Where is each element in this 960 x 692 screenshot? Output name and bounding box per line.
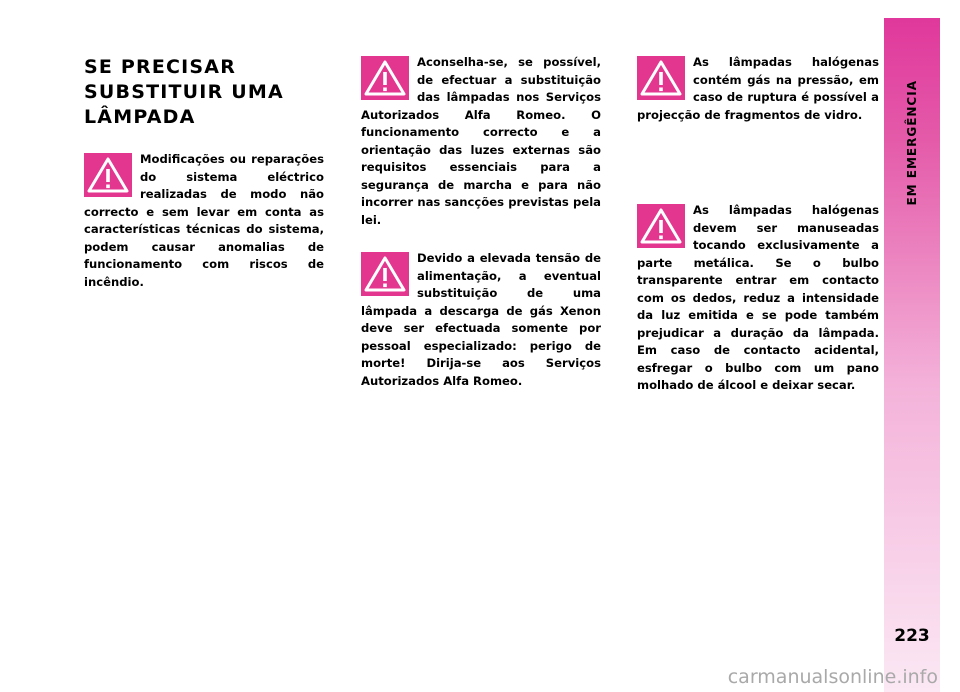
note-text: As lâmpadas halógenas devem ser manuseadas tocando exclusivamente a parte metálica. Se o bulbo transparente entrar em contacto com os dedos, reduz a intensidade da luz emitida e se pode também prejudicar a duração da lâmpada. Em caso de contacto acidental, esfregar o bulbo com um pano molhado de álcool e deixar secar. (637, 203, 879, 392)
section-label (884, 18, 940, 218)
section-sidebar (884, 18, 940, 692)
note-text: Modificações ou reparações do sistema eléctrico realizadas de modo não correcto e sem levar em conta as características técnicas do sistema, podem causar anomalias de funcionamento com riscos de incêndio. (84, 152, 324, 289)
watermark: carmanualsonline.info (727, 666, 938, 688)
section-title: EM EMERGÊNCIA (905, 80, 919, 206)
note-text: As lâmpadas halógenas contém gás na pressão, em caso de ruptura é possível a projecção de fragmentos de vidro. (637, 55, 879, 122)
page-number: 223 (894, 626, 930, 646)
warning-note-1 (84, 151, 324, 291)
page-title: SE PRECISAR SUBSTITUIR UMA LÂMPADA (84, 56, 284, 128)
note-text: Aconselha-se, se possível, de efectuar a substituição das lâmpadas nos Serviços Autorizados Alfa Romeo. O funcionamento correcto e a orientação das luzes externas são requisitos essenciais para a segurança de marcha e para não incorrer nas sancções previstas pela lei. (361, 55, 601, 227)
warning-note-3 (361, 250, 601, 390)
warning-triangle-icon (84, 153, 132, 197)
warning-note-4 (637, 54, 879, 124)
warning-note-2 (361, 54, 601, 229)
warning-triangle-icon (361, 56, 409, 100)
warning-triangle-icon (637, 56, 685, 100)
warning-note-5 (637, 202, 879, 395)
note-text: Devido a elevada tensão de alimentação, a eventual substituição de uma lâmpada a descarga de gás Xenon deve ser efectuada somente por pessoal especializado: perigo de morte! Dirija-se aos Serviços Autorizados Alfa Romeo. (361, 251, 601, 388)
warning-triangle-icon (637, 204, 685, 248)
warning-triangle-icon (361, 252, 409, 296)
